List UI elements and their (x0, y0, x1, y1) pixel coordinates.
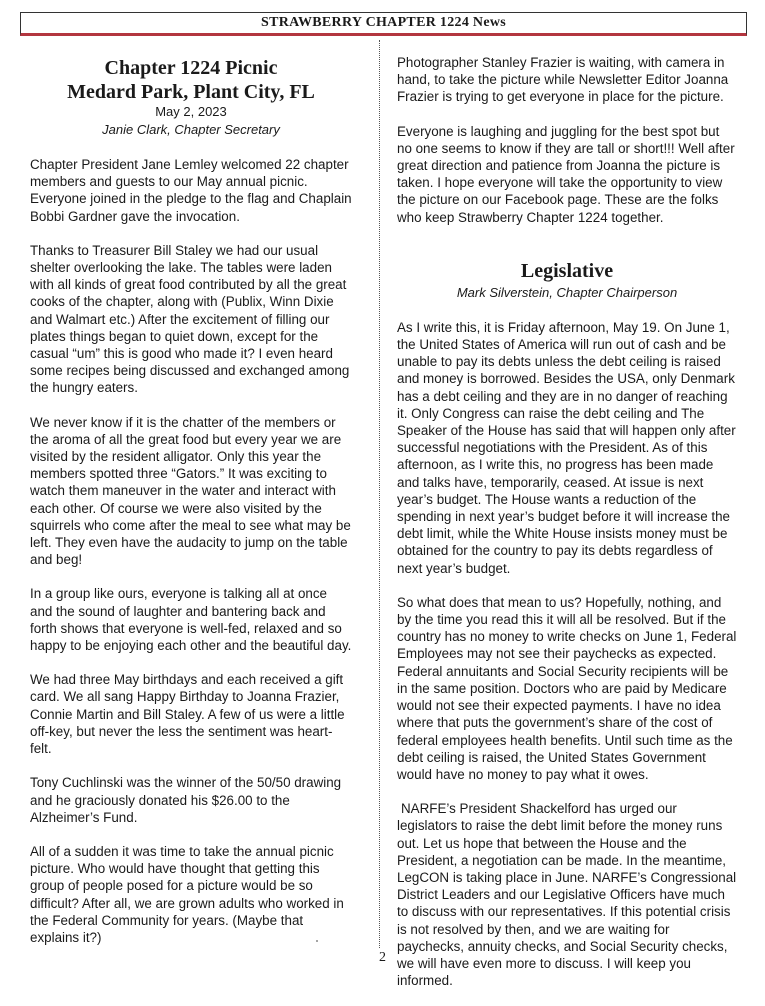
picnic-byline: Janie Clark, Chapter Secretary (102, 122, 280, 137)
picnic-paragraph: Chapter President Jane Lemley welcomed 22 chapter members and guests to our May annual picnic. Everyone joined in the pledge to the flag and Chaplain Bobbi Gardner gave the invocation. (30, 157, 352, 224)
picnic-paragraph: In a group like ours, everyone is talking all at once and the sound of laughter and bantering back and forth shows that everyone is well-fed, relaxed and so happy to be enjoying each other and the beautiful day. (30, 586, 352, 654)
right-column (397, 54, 737, 1006)
picnic-paragraph: We never know if it is the chatter of the members or the aroma of all the great food but every year we are visited by the resident alligator. Only this year the members spotted three “Gators.” It was exciting to watch them maneuver in the water and interact with each other. Of course we were also visited by the squirrels who come after the meal to see what may be left. They even have the audacity to jump on the table and beg! (30, 414, 351, 568)
picnic-body (30, 156, 352, 946)
page-number: 2 (379, 950, 386, 965)
legislative-paragraph: So what does that mean to us? Hopefully, nothing, and by the time you read this it will all be resolved. But if the country has no money to write checks on June 1, Federal Employees may not see their paychecks as expected. Federal annuitants and Social Security recipients will be in the same position. Doctors who are paid by Medicare would not see their expected payments. I have no idea where that puts the government’s share of the cost of federal employees health benefits. Until such time as the debt ceiling is raised, the United States Government would have no money to pay what it owes. (397, 594, 737, 782)
picnic-continued-paragraph: Photographer Stanley Frazier is waiting, with camera in hand, to take the picture while Newsletter Editor Joanna Frazier is trying to get everyone in place for the picture. (397, 55, 729, 105)
legislative-title: Legislative (520, 259, 614, 282)
picnic-paragraph: Thanks to Treasurer Bill Staley we had our usual shelter overlooking the lake. The tables were laden with all kinds of great food contributed by all the great cooks of the chapter, along with (Publix, Winn Dixie and Walmart etc.) After the excitement of filling our plates things began to quiet down, except for the casual “um” this is good who made it? I even heard some recipes being discussed and exchanged among the hungry eaters. (30, 242, 350, 396)
picnic-date: May 2, 2023 (155, 104, 227, 119)
picnic-title (30, 56, 352, 104)
column-divider (379, 40, 380, 948)
picnic-paragraph: Tony Cuchlinski was the winner of the 50/50 drawing and he graciously donated his $26.00 to the Alzheimer’s Fund. (30, 775, 342, 825)
picnic-title-line1: Chapter 1224 Picnic (104, 57, 278, 79)
decorative-dot (316, 940, 318, 942)
picnic-title-line2: Medard Park, Plant City, FL (67, 81, 315, 103)
left-column (30, 50, 352, 963)
legislative-paragraph: NARFE’s President Shackelford has urged our legislators to raise the debt limit before the money runs out. Let us hope that between the House and the President, a negotiation can be made. In the meantime, LegCON is taking place in June. NARFE’s Congressional District Leaders and our Legislative Officers have much to discuss with our representatives. If this potential crisis is not resolved by then, and we are waiting for paychecks, annuity checks, and Social Security checks, we will have even more to discuss. I will keep you informed. (397, 801, 737, 989)
legislative-paragraph: As I write this, it is Friday afternoon, May 19. On June 1, the United States of America will run out of cash and be unable to pay its debts unless the debt ceiling is raised and money is borrowed. Besides the USA, only Denmark has a debt ceiling and they are in no danger of reaching it. Only Congress can raise the debt ceiling and The Speaker of the House has said that will happen only after successful negotiations with the President. As of this afternoon, as I write this, no progress has been made and talks have, temporarily, ceased. At issue is next year’s budget. The House wants a reduction of the spending in next year’s budget before it will increase the debt limit, while the White House insists money must be obtained for the country to pay its debts regardless of next year’s budget. (397, 319, 736, 576)
picnic-paragraph: All of a sudden it was time to take the annual picnic picture. Who would have thought that getting this group of people posed for a picture would be so difficult? After all, we are grown adults who worked in the Federal Community for years. (Maybe that explains it?) (30, 843, 344, 945)
picnic-continued-paragraph: Everyone is laughing and juggling for the best spot but no one seems to know if they are tall or short!!! Well after great direction and patience from Joanna the picture is taken. I hope everyone will take the opportunity to view the picture on our Facebook page. These are the folks who keep Strawberry Chapter 1224 together. (397, 123, 735, 225)
newsletter-header (20, 12, 747, 36)
legislative-byline: Mark Silverstein, Chapter Chairperson (456, 284, 678, 300)
picnic-paragraph: We had three May birthdays and each received a gift card. We all sang Happy Birthday to Joanna Frazier, Connie Martin and Bill Staley. A few of us were a little off-key, but never the less the sentiment was heart-felt. (30, 672, 345, 757)
newsletter-title: STRAWBERRY CHAPTER 1224 News (260, 15, 507, 30)
